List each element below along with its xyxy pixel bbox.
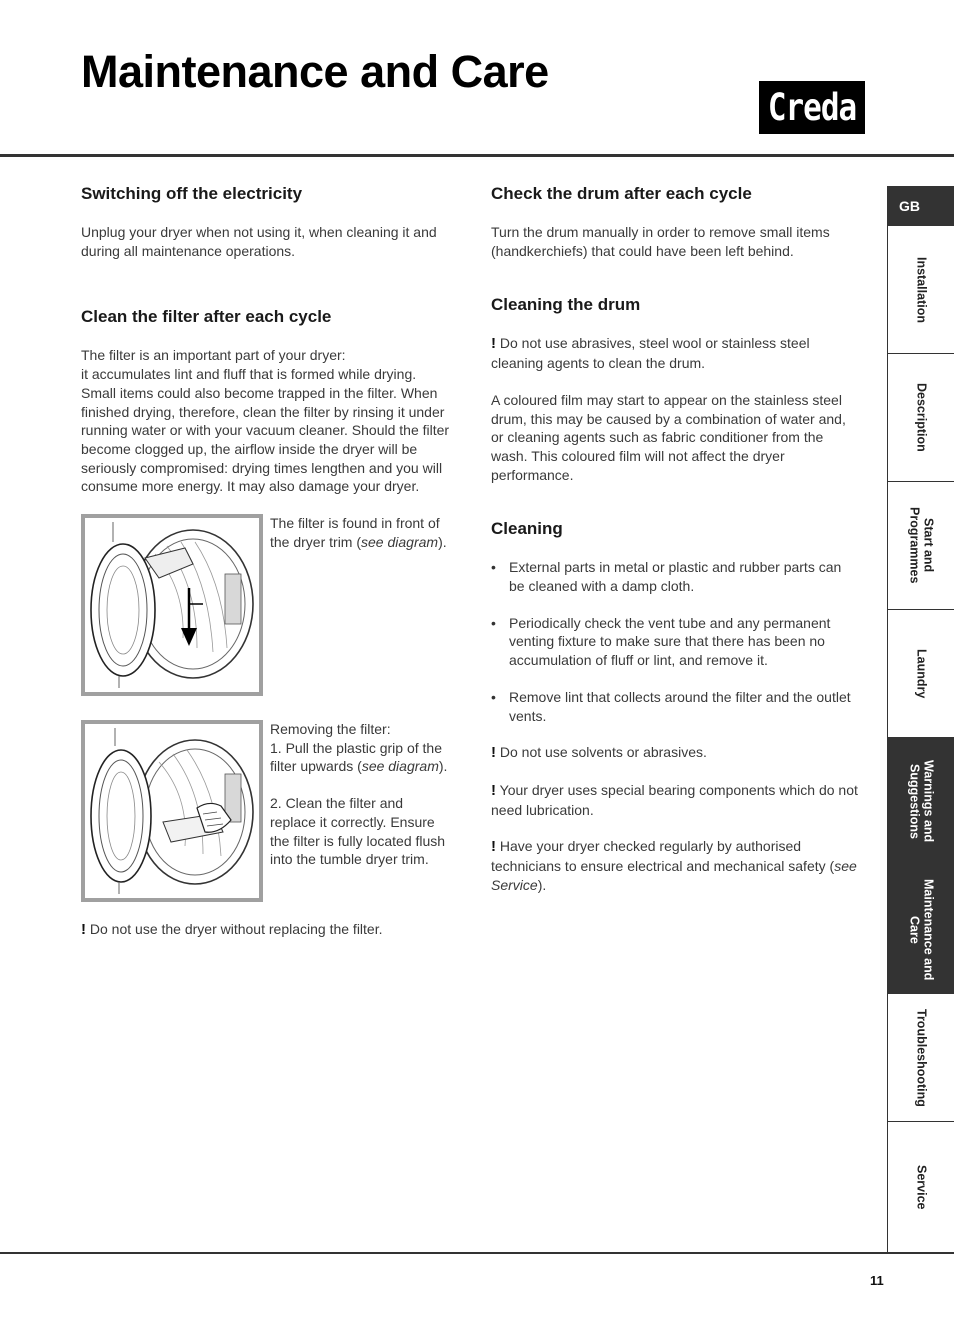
warning-mark: ! (81, 921, 86, 939)
cleaning-heading: Cleaning (491, 519, 563, 539)
list-item: • External parts in metal or plastic and rubber parts can be cleaned with a damp cloth. (491, 558, 859, 595)
tab-label: Installation (914, 256, 929, 323)
list-item: • Periodically check the vent tube and any permanent venting fixture to make sure that there has been no accumulation of fluff or lint, and remove it. (491, 614, 859, 670)
cleaning-section (491, 518, 859, 894)
bottom-divider (0, 1252, 954, 1254)
filter-warning-text: Do not use the dryer without replacing the filter. (86, 921, 383, 938)
switching-body: Unplug your dryer when not using it, when cleaning it and during all maintenance operations. (81, 224, 437, 259)
page-number: 11 (870, 1273, 884, 1288)
logo-text: Creda (767, 85, 857, 130)
tab-label: Warnings and Suggestions (907, 760, 936, 843)
page-title: Maintenance and Care (81, 46, 549, 97)
drum-check-heading: Check the drum after each cycle (491, 184, 752, 203)
cleaning-list (491, 558, 859, 725)
filter-removal-diagram (81, 720, 263, 902)
tab-start-and-programmes[interactable] (888, 482, 954, 610)
drum-clean-warning (491, 334, 859, 372)
figure2-caption-steps (270, 720, 451, 776)
dryer-door-drawing-1 (85, 518, 259, 692)
warning-mark: ! (491, 335, 496, 353)
figure2-step1-post: ). (438, 758, 448, 775)
creda-logo (759, 81, 865, 134)
figure2-caption (270, 720, 451, 869)
see-service-link: see Service (491, 858, 857, 893)
note-solvents-text: Do not use solvents or abrasives. (496, 744, 707, 761)
drum-clean-body: A coloured film may start to appear on the stainless steel drum, this may be caused by a combination of water and, or cleaning agents such as fabric conditioner from the wash. This coloured film will not affect the dryer performance. (491, 391, 846, 483)
tab-label: Start and Programmes (907, 507, 936, 584)
warning-mark: ! (491, 838, 496, 856)
top-divider (0, 154, 954, 157)
figure1-caption (270, 514, 451, 551)
tab-label: Maintenance and Care (907, 878, 936, 981)
drum-clean-section (491, 294, 859, 484)
tab-label: Service (914, 1164, 929, 1210)
tab-troubleshooting[interactable] (888, 994, 954, 1122)
figure1-caption-pre: The filter is found in front of the dryer trim ( (270, 515, 440, 550)
note-bearings-text: Your dryer uses special bearing components which do not need lubrication. (491, 781, 858, 818)
figure-row-1 (81, 514, 451, 696)
drum-check-section (491, 183, 859, 260)
tab-maintenance-and-care[interactable] (888, 866, 954, 994)
tab-label: Laundry (914, 648, 929, 699)
figure1-caption-link: see diagram (361, 533, 439, 550)
figure-row-2 (81, 720, 451, 902)
figure2-step2: 2. Clean the filter and replace it correctly. Ensure the filter is fully located flush into the tumble dryer trim. (270, 795, 446, 868)
right-column (491, 183, 859, 894)
figure1-caption-post: ). (438, 533, 447, 550)
left-column (81, 183, 451, 940)
tab-label: Description (914, 383, 929, 452)
switching-section (81, 183, 451, 260)
figure2-caption-intro: Removing the filter: (270, 721, 391, 738)
drum-clean-heading: Cleaning the drum (491, 295, 641, 315)
note-service-post: ). (537, 876, 547, 893)
cleaning-note-bearings (491, 781, 859, 819)
language-tab-gb[interactable]: GB (888, 186, 954, 226)
tab-warnings-and-suggestions[interactable] (888, 738, 954, 866)
cleaning-note-service (491, 837, 859, 894)
warning-mark: ! (491, 744, 496, 762)
switching-heading: Switching off the electricity (81, 184, 303, 203)
filter-warning (81, 920, 451, 940)
tab-installation[interactable] (888, 226, 954, 354)
figure2-step1-pre: 1. Pull the plastic grip of the filter upwards ( (270, 739, 442, 775)
filter-heading: Clean the filter after each cycle (81, 307, 332, 327)
warning-mark: ! (491, 781, 496, 799)
drum-check-body: Turn the drum manually in order to remove small items (handkerchiefs) that could have been left behind. (491, 224, 830, 259)
filter-body-rest: it accumulates lint and fluff that is formed while drying. Small items could also become trapped in the filter. When finished drying, therefore, clean the filter by rinsing it under running water or with your vacuum cleaner. Should the filter become clogged up, the airflow inside the dryer will be seriously compromised: drying times lengthen and you will consume more energy. It may also damage your dryer. (81, 366, 450, 495)
list-item: • Remove lint that collects around the filter and the outlet vents. (491, 688, 859, 725)
cleaning-note-solvents (491, 743, 859, 763)
tab-description[interactable] (888, 354, 954, 482)
dryer-door-drawing-2 (85, 724, 259, 898)
drum-clean-warning-text: Do not use abrasives, steel wool or stainless steel cleaning agents to clean the drum. (491, 335, 810, 372)
filter-body-line1: The filter is an important part of your dryer: (81, 347, 346, 364)
tab-service[interactable] (888, 1122, 954, 1252)
filter-location-diagram (81, 514, 263, 696)
figure2-step1-link: see diagram (361, 758, 439, 775)
tab-laundry[interactable] (888, 610, 954, 738)
filter-body (81, 346, 451, 496)
tab-label: Troubleshooting (914, 1008, 929, 1107)
filter-section (81, 306, 451, 496)
section-sidebar (887, 186, 954, 1252)
note-service-pre: Have your dryer checked regularly by authorised technicians to ensure electrical and mechanical safety ( (491, 838, 835, 875)
